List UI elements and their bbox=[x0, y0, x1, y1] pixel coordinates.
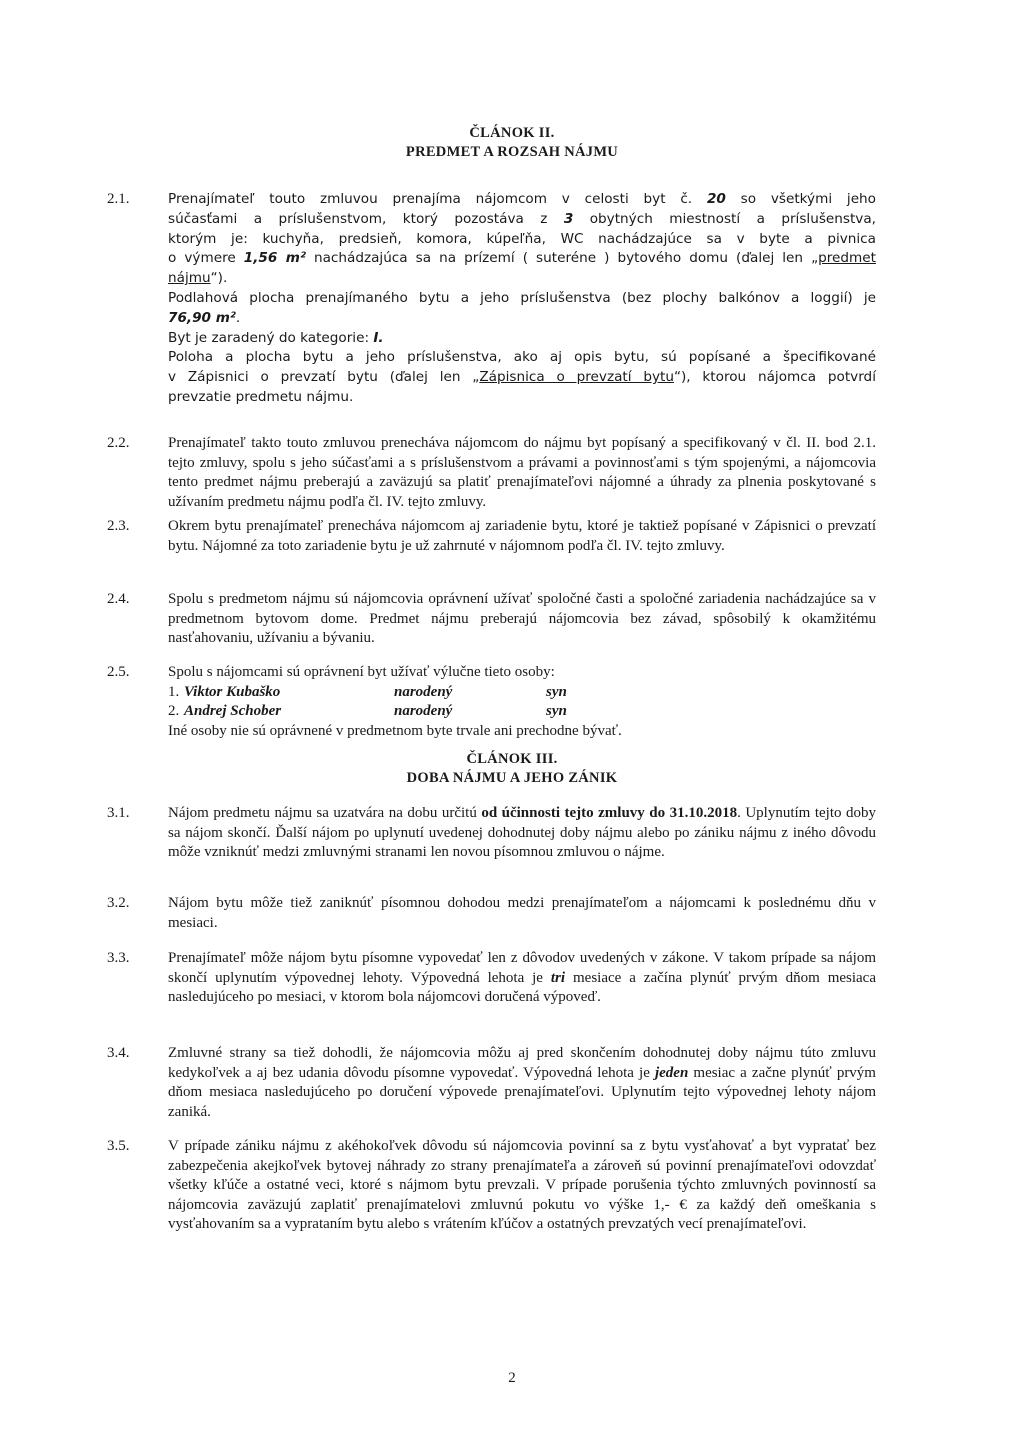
paragraph: V prípade zániku nájmu z akéhokoľvek dôvodu sú nájomcovia povinní sa z bytu vysťahovať a byt vypratať bez zabezpečenia akejkoľvek bytovej náhrady zo strany prenajímateľa a zároveň sú povinní prenajímateľovi odovzdať všetky kľúče a ostatné veci, ktoré s nájmom bytu prevzali. V prípade porušenia týchto zmluvných povinností sa nájomcovia zaväzujú zaplatiť prenajímatelovi zmluvnú pokutu vo výške 1,- € za každý deň omeškania s vysťahovaním sa a vyprataním bytu alebo s vrátením kľúčov a ostatných prevzatých vecí prenajímateľovi. bbox=[168, 1138, 876, 1232]
notice-period: tri bbox=[550, 969, 566, 986]
section-number: 2.2. bbox=[107, 435, 130, 451]
section-2-5 bbox=[168, 663, 876, 741]
section-2-3 bbox=[168, 517, 876, 556]
notice-period: jeden bbox=[654, 1064, 689, 1081]
paragraph: Iné osoby nie sú oprávnené v predmetnom byte trvale ani prechodne bývať. bbox=[168, 722, 622, 739]
text-span: nachádzajúca sa na prízemí ( suteréne ) bytového domu (ďalej len „ bbox=[305, 250, 819, 267]
flat-category: I. bbox=[373, 329, 384, 346]
section-3-4 bbox=[168, 1044, 876, 1122]
person-born: narodený bbox=[394, 683, 453, 700]
text-span: v Zápisnici o prevzatí bytu (ďalej len „ bbox=[168, 369, 480, 386]
section-number: 2.5. bbox=[107, 664, 130, 680]
section-number: 3.5. bbox=[107, 1138, 130, 1154]
section-3-3 bbox=[168, 949, 876, 1008]
text-span: Zmluvné strany sa tiež dohodli, že nájomcovia môžu aj pred skončením dohodnutej doby nájmu túto zmluvu kedykoľvek a aj bez udania dôvodu písomne vypovedať. Výpovedná lehota je bbox=[168, 1045, 876, 1081]
section-number: 3.1. bbox=[107, 805, 130, 821]
text-line: ktorým je: kuchyňa, predsieň, komora, kúpeľňa, WC nachádzajúce sa v byte a pivnica bbox=[168, 230, 876, 247]
text-span: so všetkými jeho bbox=[725, 191, 876, 207]
text-line: Poloha a plocha bytu a jeho príslušenstva, ako aj opis bytu, sú popísané a špecifikované bbox=[168, 349, 876, 366]
section-number: 3.3. bbox=[107, 950, 130, 966]
text-span: “), ktorou nájomca potvrdí bbox=[673, 369, 876, 386]
page-number: 2 bbox=[508, 1370, 516, 1386]
article-2-subtitle: PREDMET A ROZSAH NÁJMU bbox=[405, 144, 619, 160]
text-span: Nájom predmetu nájmu sa uzatvára na dobu určitú bbox=[168, 805, 482, 821]
paragraph: Spolu s nájomcami sú oprávnení byt užívať výlučne tieto osoby: bbox=[168, 664, 555, 680]
paragraph: Okrem bytu prenajímateľ prenecháva nájomcom aj zariadenie bytu, ktoré je taktiež popísané v Zápisnici o prevzatí bytu. Nájomné za toto zariadenie bytu je už zahrnuté v nájomnom podľa čl. IV. tejto zmluvy. bbox=[168, 518, 876, 554]
cellar-area: 1,56 m² bbox=[243, 250, 306, 267]
text-span: . bbox=[235, 309, 241, 326]
text-span: mesiace a začína plynúť prvým dňom mesiaca nasledujúceho po mesiaci, v ktorom bola nájomcovi doručená výpoveď. bbox=[168, 969, 876, 1005]
section-2-2 bbox=[168, 434, 876, 512]
section-number: 2.1. bbox=[107, 191, 130, 207]
section-2-4 bbox=[168, 590, 876, 649]
text-span: . Uplynutím tejto doby sa nájom skončí. Ďalší nájom po uplynutí uvedenej dohodnutej doby nájmu alebo po zániku nájmu z iného dôvodu môže vzniknúť medzi zmluvnými stranami len novou písomnou zmluvou o nájme. bbox=[168, 805, 876, 860]
person-row bbox=[168, 702, 876, 722]
section-2-1 bbox=[168, 190, 876, 408]
paragraph: Spolu s predmetom nájmu sú nájomcovia oprávnení užívať spoločné časti a spoločné zariadenia nachádzajúce sa v predmetnom bytovom dome. Predmet nájmu preberajú nájomcovia bez závad, spôsobilý k okamžitému nasťahovaniu, užívaniu a bývaniu. bbox=[168, 591, 876, 646]
article-3-subtitle: DOBA NÁJMU A JEHO ZÁNIK bbox=[406, 770, 618, 786]
article-2-title: ČLÁNOK II. bbox=[469, 125, 555, 141]
text-span: obytných miestností a príslušenstva, bbox=[573, 210, 876, 227]
text-span: o výmere bbox=[168, 250, 244, 267]
section-3-1 bbox=[168, 804, 876, 863]
text-span: Prenajímateľ touto zmluvou prenajíma nájomcom v celosti byt č. bbox=[168, 191, 707, 207]
text-line: Podlahová plocha prenajímaného bytu a jeho príslušenstva (bez plochy balkónov a loggií) je bbox=[168, 289, 876, 306]
text-span: súčasťami a príslušenstvom, ktorý pozostáva z bbox=[168, 210, 564, 227]
article-3-title: ČLÁNOK III. bbox=[466, 751, 558, 767]
defined-term: nájmu bbox=[168, 270, 211, 287]
text-span: “). bbox=[210, 270, 228, 287]
paragraph: Prenajímateľ takto touto zmluvou prenecháva nájomcom do nájmu byt popísaný a specifikovaný v čl. II. bod 2.1. tejto zmluvy, spolu s jeho súčasťami a s príslušenstvom a právami a povinnosťami s tým spojenými, a nájomcovia tento predmet nájmu preberajú a zaväzujú sa platiť prenajímateľovi nájomné a úhrady za plnenia poskytované s užívaním predmetu nájmu podľa čl. IV. tejto zmluvy. bbox=[168, 435, 876, 510]
floor-area: 76,90 m² bbox=[168, 309, 236, 326]
person-born: narodený bbox=[394, 703, 453, 719]
text-span: Byt je zaradený do kategorie: bbox=[168, 329, 374, 346]
text-span: Prenajímateľ môže nájom bytu písomne vypovedať len z dôvodov uvedených v zákone. V takom prípade sa nájom skončí uplynutím výpovednej lehoty. Výpovedná lehota je bbox=[168, 950, 876, 986]
section-number: 3.4. bbox=[107, 1045, 130, 1061]
room-count: 3 bbox=[563, 210, 574, 227]
lease-term: od účinnosti tejto zmluvy do 31.10.2018 bbox=[481, 805, 738, 821]
defined-term: predmet bbox=[818, 250, 876, 267]
section-number: 2.3. bbox=[107, 518, 130, 534]
person-relation: syn bbox=[546, 683, 567, 700]
person-name: Andrej Schober bbox=[184, 703, 282, 719]
person-row bbox=[168, 683, 876, 703]
paragraph: Nájom bytu môže tiež zaniknúť písomnou dohodou medzi prenajímateľom a nájomcami k poslednému dňu v mesiaci. bbox=[168, 895, 876, 931]
flat-number: 20 bbox=[706, 191, 726, 207]
section-number: 3.2. bbox=[107, 895, 130, 911]
text-span: mesiac a začne plynúť prvým dňom mesiaca nasledujúceho po doručení výpovede prenajímateľovi. Uplynutím tejto výpovednej lehoty nájom zaniká. bbox=[168, 1064, 876, 1120]
section-number: 2.4. bbox=[107, 591, 130, 607]
defined-term: Zápisnica o prevzatí bytu bbox=[479, 369, 674, 386]
person-index: 2. bbox=[168, 703, 180, 719]
person-name: Viktor Kubaško bbox=[184, 683, 281, 700]
section-3-2 bbox=[168, 894, 876, 933]
person-index: 1. bbox=[168, 683, 180, 700]
section-3-5 bbox=[168, 1137, 876, 1235]
text-line: prevzatie predmetu nájmu. bbox=[168, 388, 354, 405]
person-relation: syn bbox=[546, 703, 567, 719]
